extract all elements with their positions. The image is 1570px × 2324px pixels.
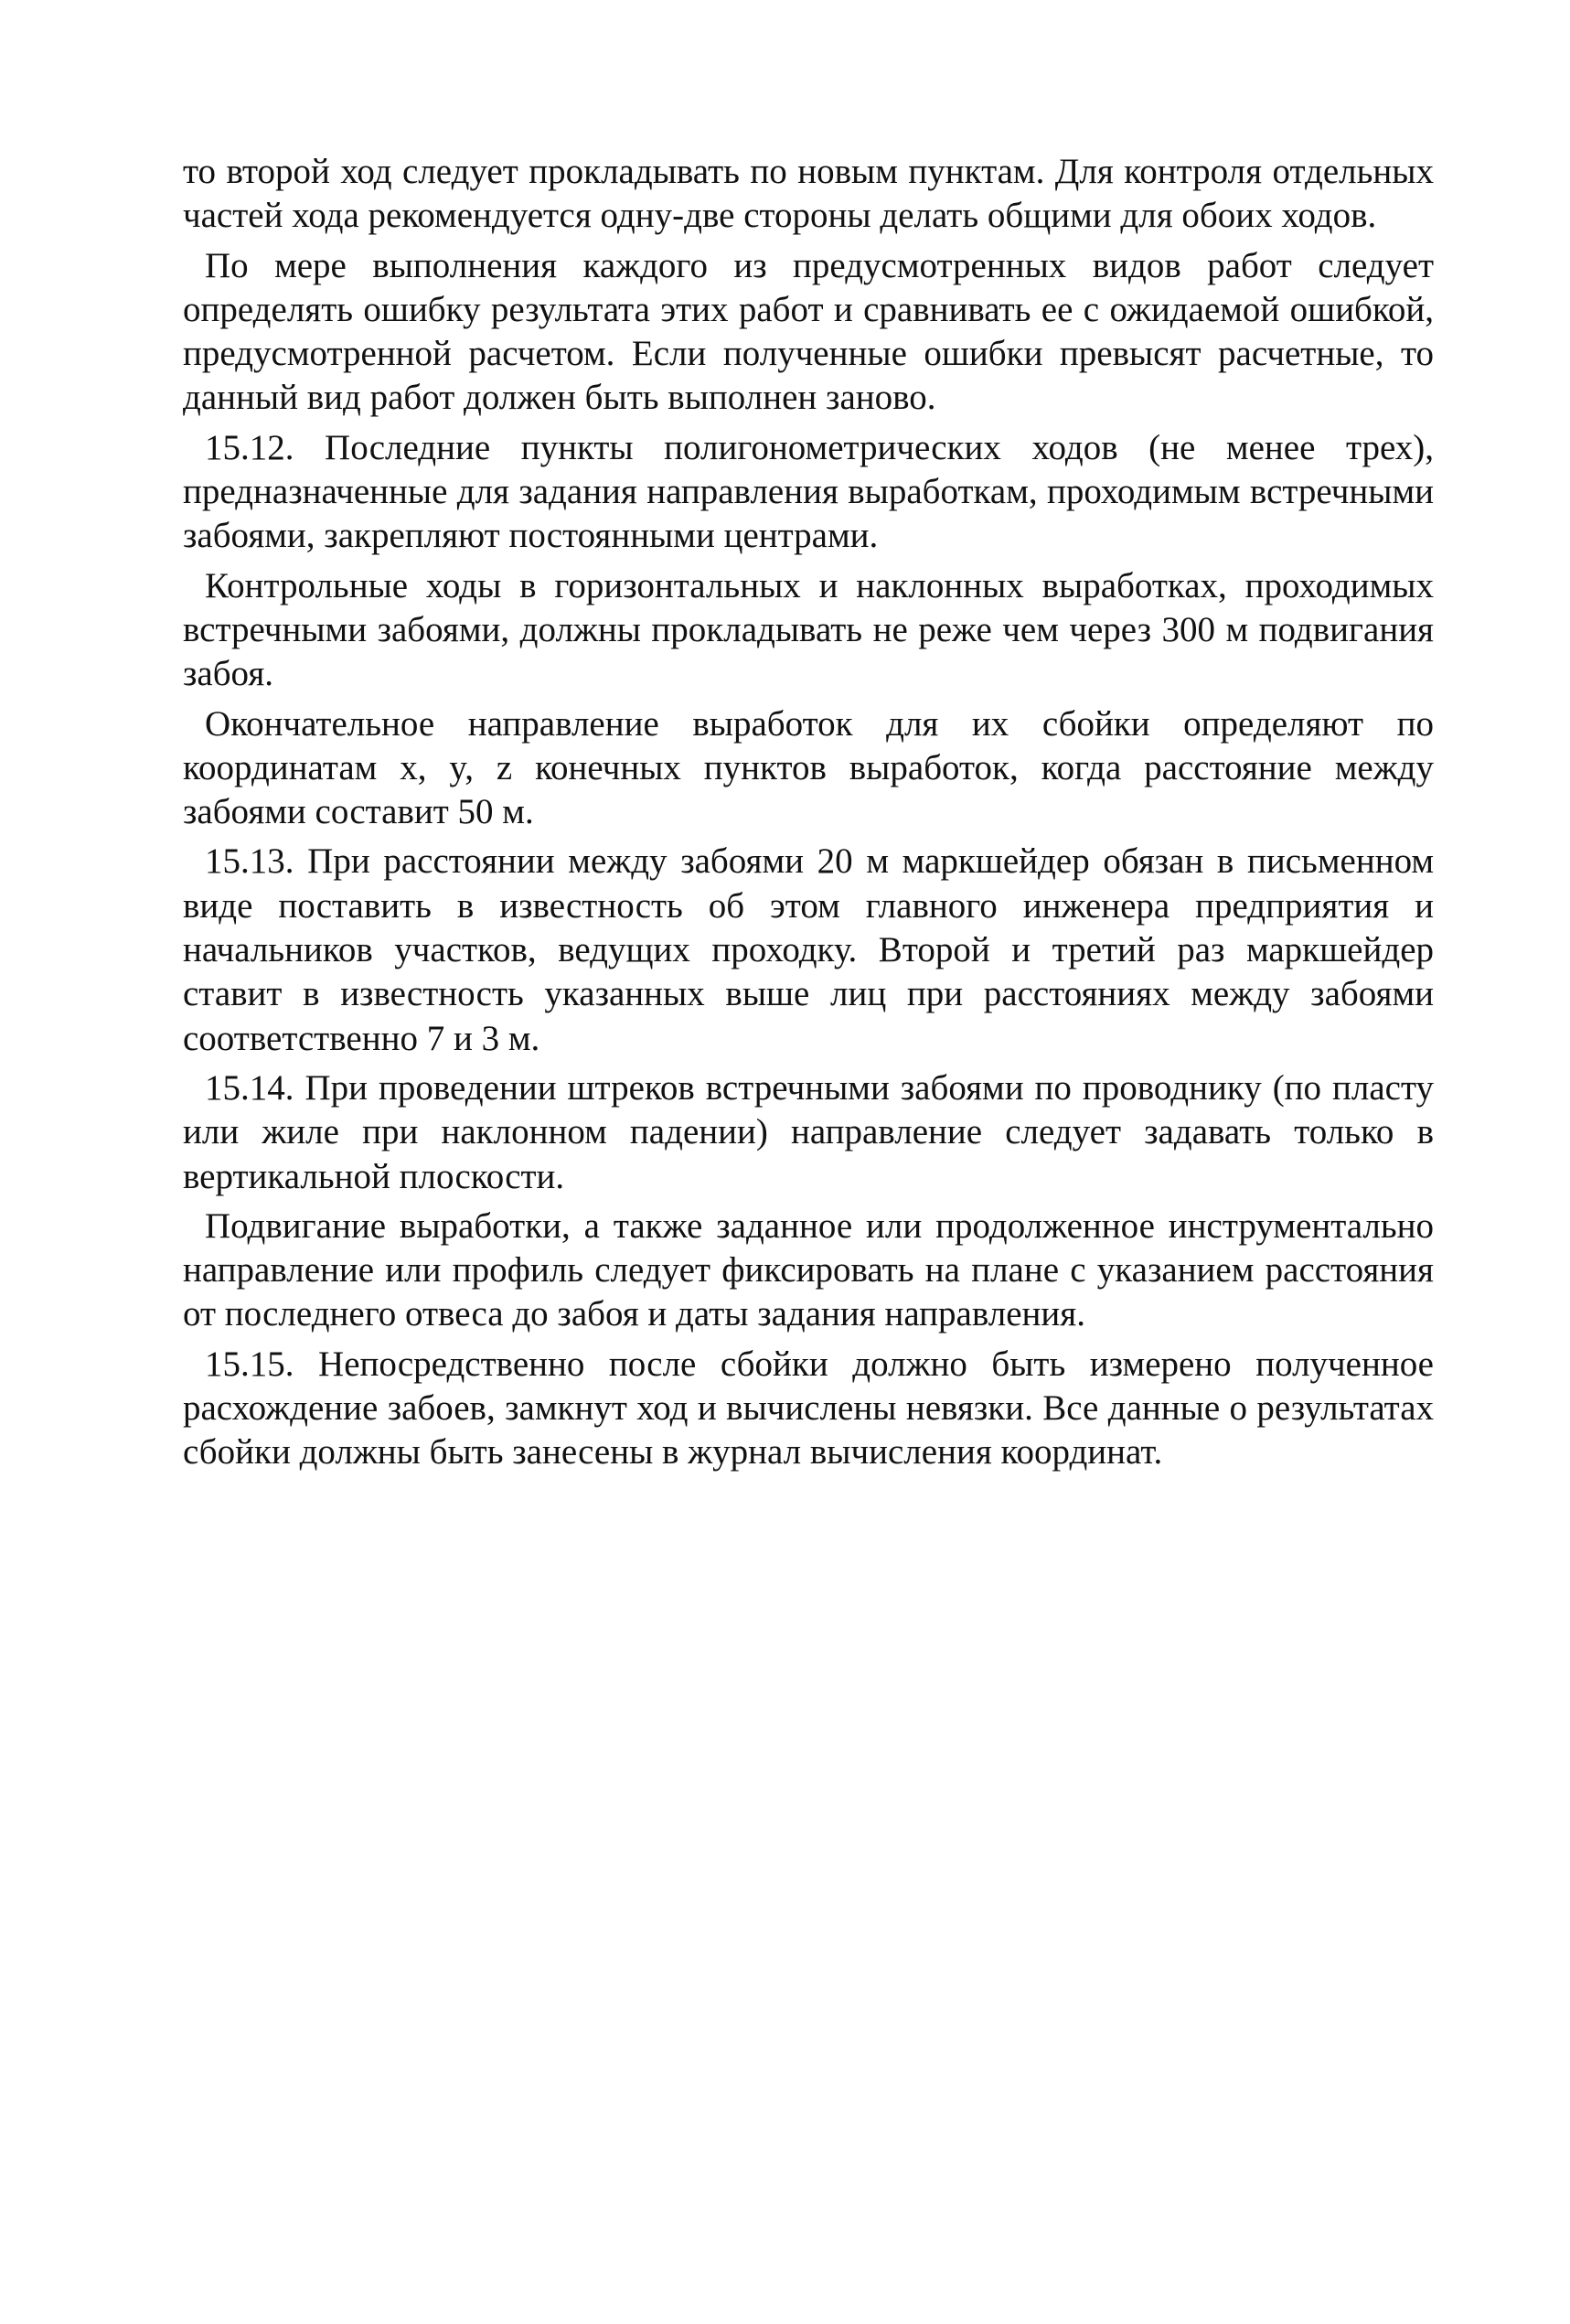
paragraph-error-control: По мере выполнения каждого из предусмотренных видов работ следует определять ошибку результата этих работ и сравнивать ее с ожидаемой ошибкой, предусмотренной расчетом. Если полученные ошибки превысят расчетные, то данный вид работ должен быть выполнен заново. [183, 245, 1434, 418]
paragraph-continuation: то второй ход следует прокладывать по новым пунктам. Для контроля отдельных частей хода рекомендуется одну-две стороны делать общими для обоих ходов. [183, 152, 1434, 236]
paragraph-control-traverses: Контрольные ходы в горизонтальных и наклонных выработках, проходимых встречными забоями, должны прокладывать не реже чем через 300 м подвигания забоя. [183, 565, 1434, 694]
paragraph-15-14: 15.14. При проведении штреков встречными забоями по проводнику (по пласту или жиле при наклонном падении) направление следует задавать только в вертикальной плоскости. [183, 1067, 1434, 1196]
paragraph-advance-fixing: Подвигание выработки, а также заданное или продолженное инструментально направление или профиль следует фиксировать на плане с указанием расстояния от последнего отвеса до забоя и даты задания направления. [183, 1205, 1434, 1334]
paragraph-final-direction: Окончательное направление выработок для их сбойки определяют по координатам x, y, z конечных пунктов выработок, когда расстояние между забоями составит 50 м. [183, 703, 1434, 832]
paragraph-15-13: 15.13. При расстоянии между забоями 20 м маркшейдер обязан в письменном виде поставить в известность об этом главного инженера предприятия и начальников участков, ведущих проходку. Второй и третий раз маркшейдер ставит в известность указанных выше лиц при расстояниях между забоями соответственно 7 и 3 м. [183, 841, 1434, 1058]
paragraph-15-15: 15.15. Непосредственно после сбойки должно быть измерено полученное расхождение забоев, замкнут ход и вычислены невязки. Все данные о результатах сбойки должны быть занесены в журнал вычисления координат. [183, 1344, 1434, 1473]
body-text [183, 150, 1434, 1481]
paragraph-15-12: 15.12. Последние пункты полигонометрических ходов (не менее трех), предназначенные для задания направления выработкам, проходимым встречными забоями, закрепляют постоянными центрами. [183, 427, 1434, 556]
